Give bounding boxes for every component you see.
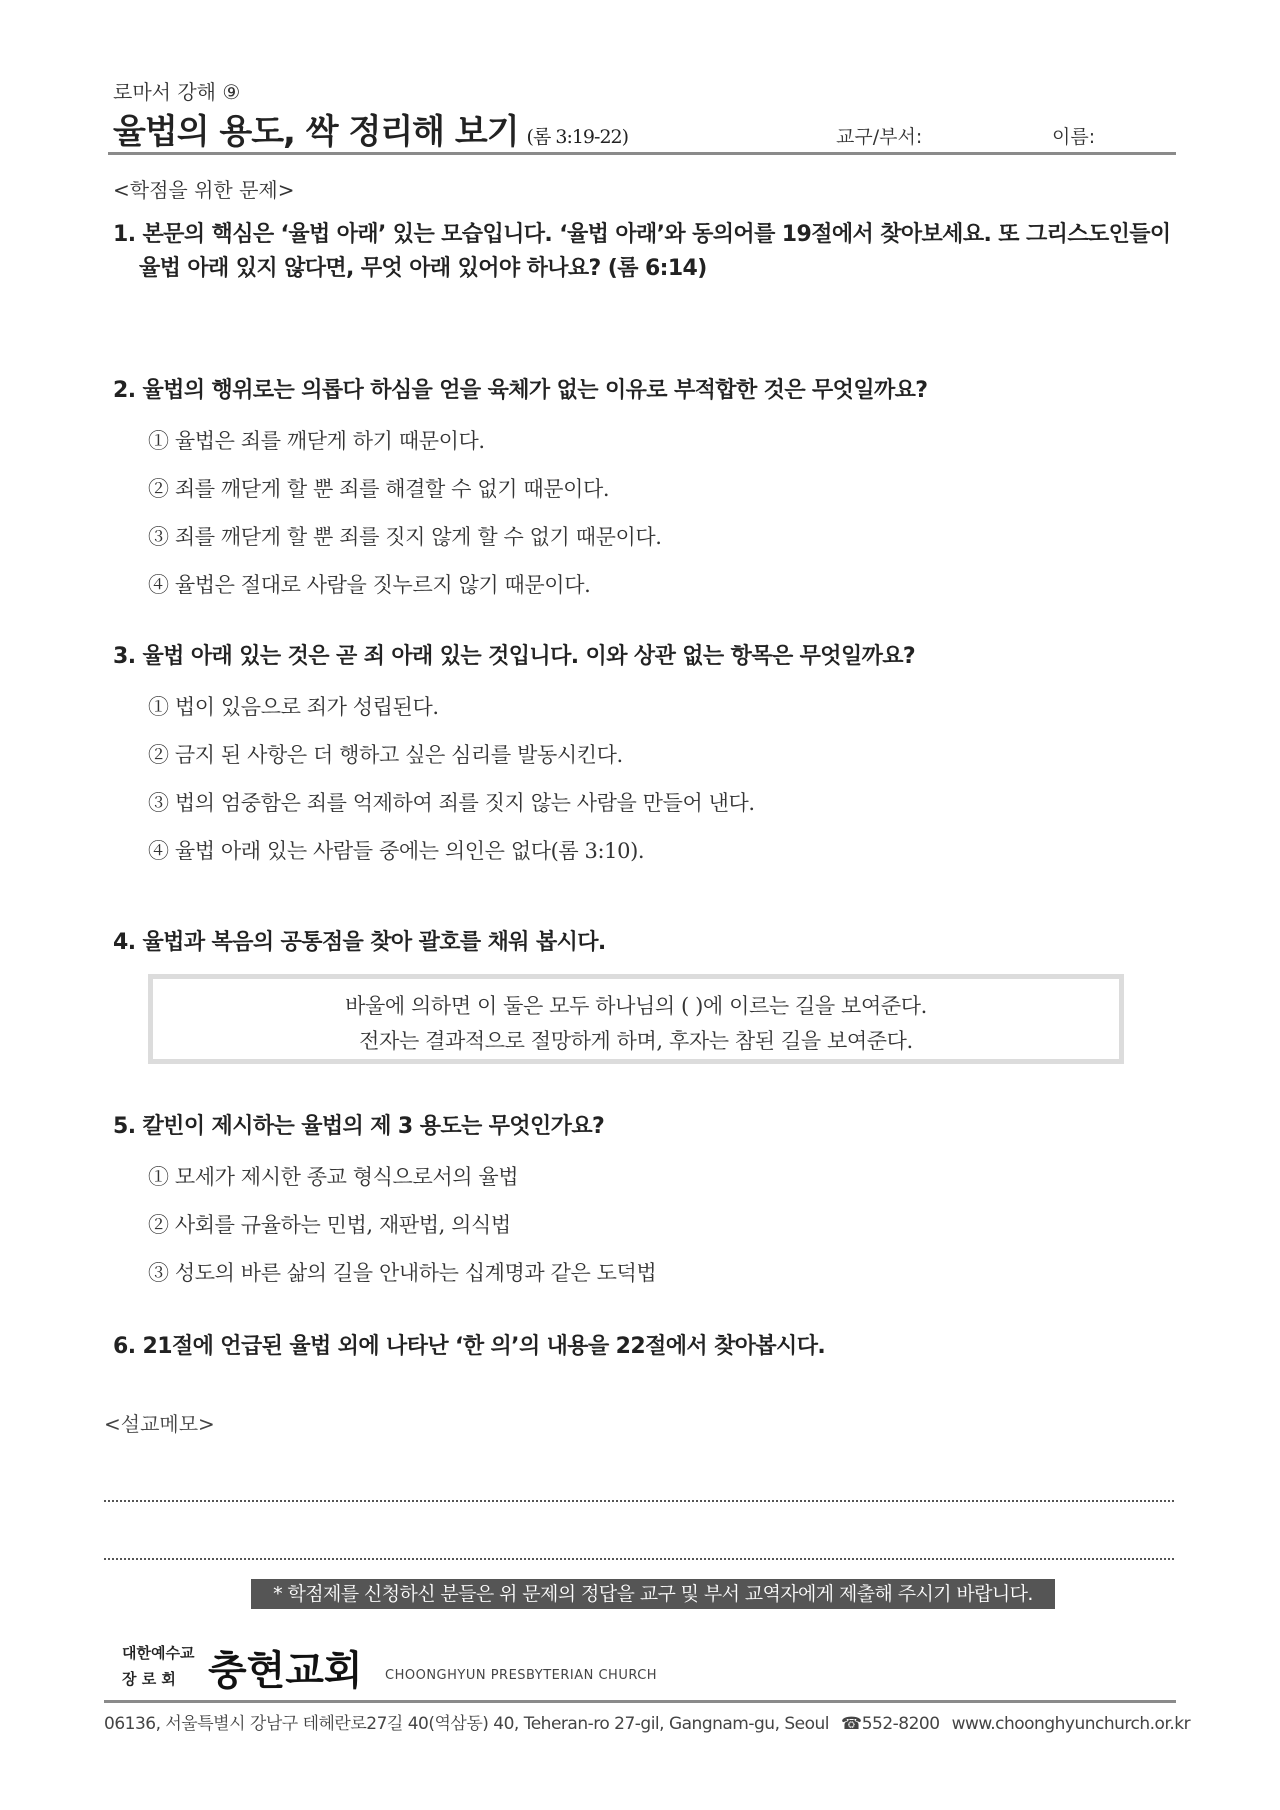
website-link[interactable]: www.choonghyunchurch.or.kr — [951, 1714, 1191, 1734]
memo-label: <설교메모> — [104, 1412, 215, 1436]
question-6: 6. 21절에 언급된 율법 외에 나타난 ‘한 의’의 내용을 22절에서 찾아봅시다. — [113, 1334, 826, 1359]
church-english-name: CHOONGHYUN PRESBYTERIAN CHURCH — [385, 1668, 658, 1683]
page-title — [113, 104, 628, 153]
question-4: 4. 율법과 복음의 공통점을 찾아 괄호를 채워 봅시다. — [113, 930, 606, 955]
option-item: ① 법이 있음으로 죄가 성립된다. — [148, 695, 439, 719]
footer-address-line — [104, 1709, 1190, 1734]
option-item: ③ 죄를 깨닫게 할 뿐 죄를 짓지 않게 할 수 없기 때문이다. — [148, 525, 662, 549]
option-item: ② 사회를 규율하는 민법, 재판법, 의식법 — [148, 1213, 511, 1237]
logo-small-bottom: 장 로 회 — [122, 1670, 176, 1688]
option-item: ② 금지 된 사항은 더 행하고 싶은 심리를 발동시킨다. — [148, 743, 623, 767]
fill-in-box — [148, 974, 1124, 1064]
option-item: ③ 법의 엄중함은 죄를 억제하여 죄를 짓지 않는 사람을 만들어 낸다. — [148, 791, 755, 815]
option-item: ② 죄를 깨닫게 할 뿐 죄를 해결할 수 없기 때문이다. — [148, 477, 610, 501]
option-item: ① 율법은 죄를 깨닫게 하기 때문이다. — [148, 429, 485, 453]
submission-notice: * 학점제를 신청하신 분들은 위 문제의 정답을 교구 및 부서 교역자에게 제출해 주시기 바랍니다. — [251, 1579, 1055, 1609]
question-5-options — [148, 1162, 656, 1306]
question-2: 2. 율법의 행위로는 의롭다 하심을 얻을 육체가 없는 이유로 부적합한 것은 무엇일까요? — [113, 378, 928, 403]
logo-main: 충현교회 — [208, 1647, 363, 1694]
question-3-options — [148, 692, 755, 884]
phone-number: 552-8200 — [861, 1714, 940, 1734]
question-text-continued: 율법 아래 있지 않다면, 무엇 아래 있어야 하나요? (롬 6:14) — [139, 256, 707, 281]
option-item: ④ 율법 아래 있는 사람들 중에는 의인은 없다(롬 3:10). — [148, 839, 645, 863]
option-item: ③ 성도의 바른 삶의 길을 안내하는 십계명과 같은 도덕법 — [148, 1261, 657, 1285]
scripture-reference: (롬 3:19-22) — [526, 126, 629, 148]
department-label: 교구/부서: — [836, 126, 923, 148]
footer-divider — [104, 1700, 1176, 1703]
question-1 — [113, 218, 1171, 286]
address: 06136, 서울특별시 강남구 테헤란로27길 40(역삼동) 40, Teheran-ro 27-gil, Gangnam-gu, Seoul — [104, 1714, 830, 1734]
fill-in-line-2: 전자는 결과적으로 절망하게 하며, 후자는 참된 길을 보여준다. — [359, 1029, 913, 1053]
question-text: 1. 본문의 핵심은 ‘율법 아래’ 있는 모습입니다. ‘율법 아래’와 동의어를 19절에서 찾아보세요. 또 그리스도인들이 — [113, 222, 1171, 247]
option-item: ① 모세가 제시한 종교 형식으로서의 율법 — [148, 1165, 519, 1189]
option-item: ④ 율법은 절대로 사람을 짓누르지 않기 때문이다. — [148, 573, 591, 597]
question-2-options — [148, 426, 662, 618]
memo-line-2 — [104, 1558, 1174, 1560]
fill-in-line-1: 바울에 의하면 이 둘은 모두 하나님의 ( )에 이르는 길을 보여준다. — [345, 994, 927, 1018]
title-text: 율법의 용도, 싹 정리해 보기 — [113, 112, 519, 152]
header-divider — [108, 152, 1176, 155]
question-3: 3. 율법 아래 있는 것은 곧 죄 아래 있는 것입니다. 이와 상관 없는 항목은 무엇일까요? — [113, 644, 916, 669]
church-logo — [120, 1634, 380, 1704]
section-subheading: <학점을 위한 문제> — [113, 178, 295, 202]
question-5: 5. 칼빈이 제시하는 율법의 제 3 용도는 무엇인가요? — [113, 1114, 605, 1139]
series-label: 로마서 강해 ⑨ — [113, 80, 241, 104]
logo-small-top: 대한예수교 — [122, 1644, 195, 1662]
phone-icon: ☎ — [841, 1714, 862, 1734]
name-label: 이름: — [1052, 126, 1096, 148]
memo-line-1 — [104, 1500, 1174, 1502]
